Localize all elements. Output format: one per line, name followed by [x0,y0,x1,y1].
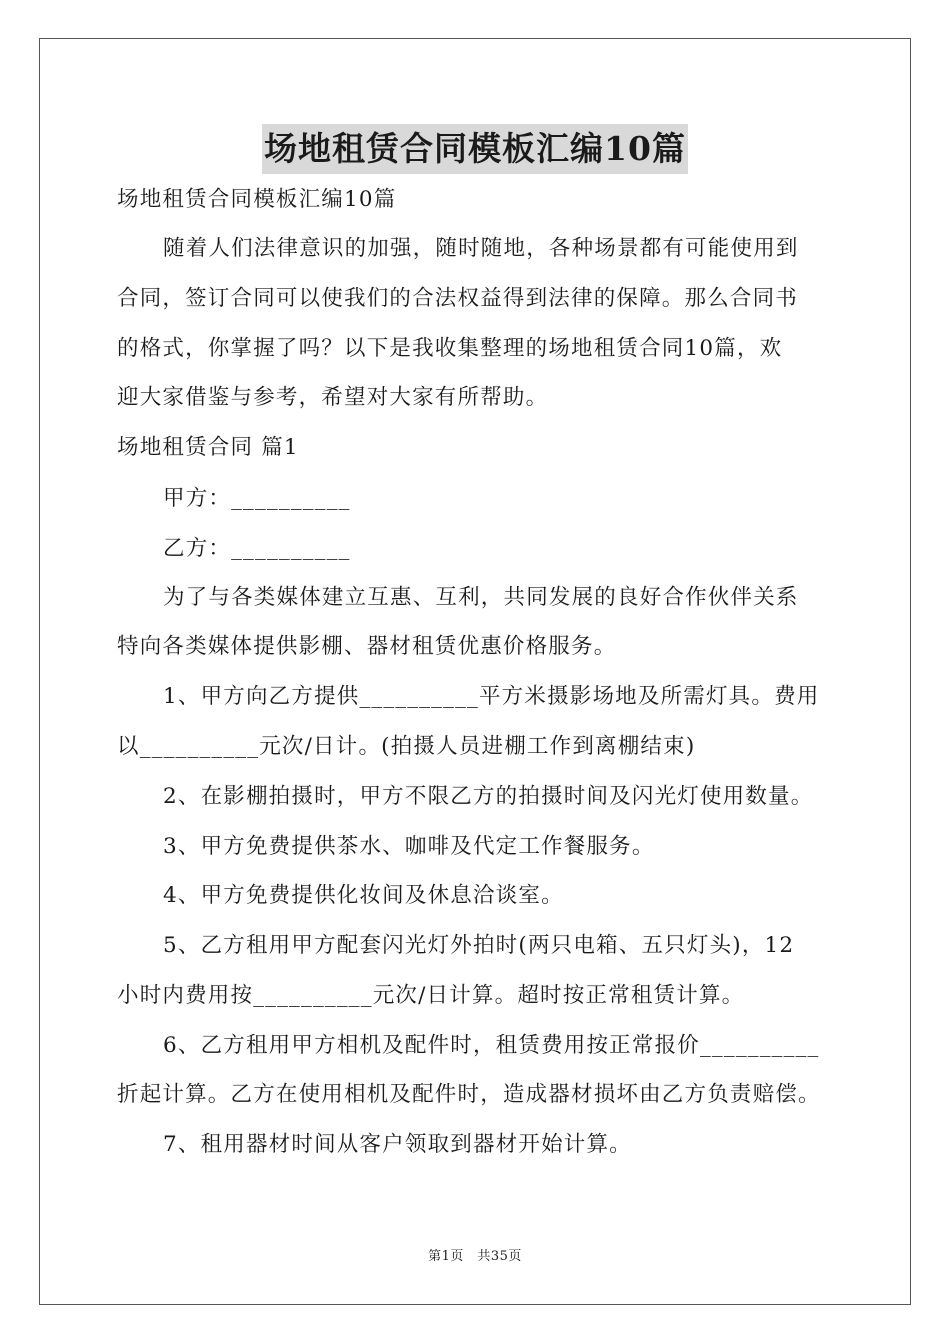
intro-paragraph-line-1: 随着人们法律意识的加强，随时随地，各种场景都有可能使用到 [163,236,799,261]
clause-5-line-1: 5、乙方租用甲方配套闪光灯外拍时(两只电箱、五只灯头)，12 [163,933,795,958]
clause-3: 3、甲方免费提供茶水、咖啡及代定工作餐服务。 [163,834,655,859]
purpose-paragraph-line-2: 特向各类媒体提供影棚、器材租赁优惠价格服务。 [117,634,617,659]
clause-1-line-2: 以__________元次/日计。(拍摄人员进棚工作到离棚结束) [117,734,696,759]
section-heading: 场地租赁合同 篇1 [117,435,299,460]
document-title: 场地租赁合同模板汇编10篇 [262,124,688,174]
clause-2: 2、在影棚拍摄时，甲方不限乙方的拍摄时间及闪光灯使用数量。 [163,784,814,809]
clause-6-line-1: 6、乙方租用甲方相机及配件时，租赁费用按正常报价__________ [163,1033,820,1058]
title-container [0,124,950,174]
page-number-footer: 第1页 共35页 [428,1249,522,1264]
subtitle-line: 场地租赁合同模板汇编10篇 [117,187,397,212]
intro-paragraph-line-4: 迎大家借鉴与参考，希望对大家有所帮助。 [117,385,549,410]
clause-7: 7、租用器材时间从客户领取到器材开始计算。 [163,1132,632,1157]
clause-1-line-1: 1、甲方向乙方提供__________平方米摄影场地及所需灯具。费用 [163,684,820,709]
party-b-line: 乙方：__________ [163,536,351,561]
purpose-paragraph-line-1: 为了与各类媒体建立互惠、互利，共同发展的良好合作伙伴关系 [163,585,799,610]
clause-4: 4、甲方免费提供化妆间及休息洽谈室。 [163,883,564,908]
page-border [39,38,911,1305]
intro-paragraph-line-3: 的格式，你掌握了吗？以下是我收集整理的场地租赁合同10篇，欢 [117,336,783,361]
clause-5-line-2: 小时内费用按__________元次/日计算。超时按正常租赁计算。 [117,983,745,1008]
party-a-line: 甲方：__________ [163,486,351,511]
intro-paragraph-line-2: 合同，签订合同可以使我们的合法权益得到法律的保障。那么合同书 [117,286,799,311]
clause-6-line-2: 折起计算。乙方在使用相机及配件时，造成器材损坏由乙方负责赔偿。 [117,1082,821,1107]
